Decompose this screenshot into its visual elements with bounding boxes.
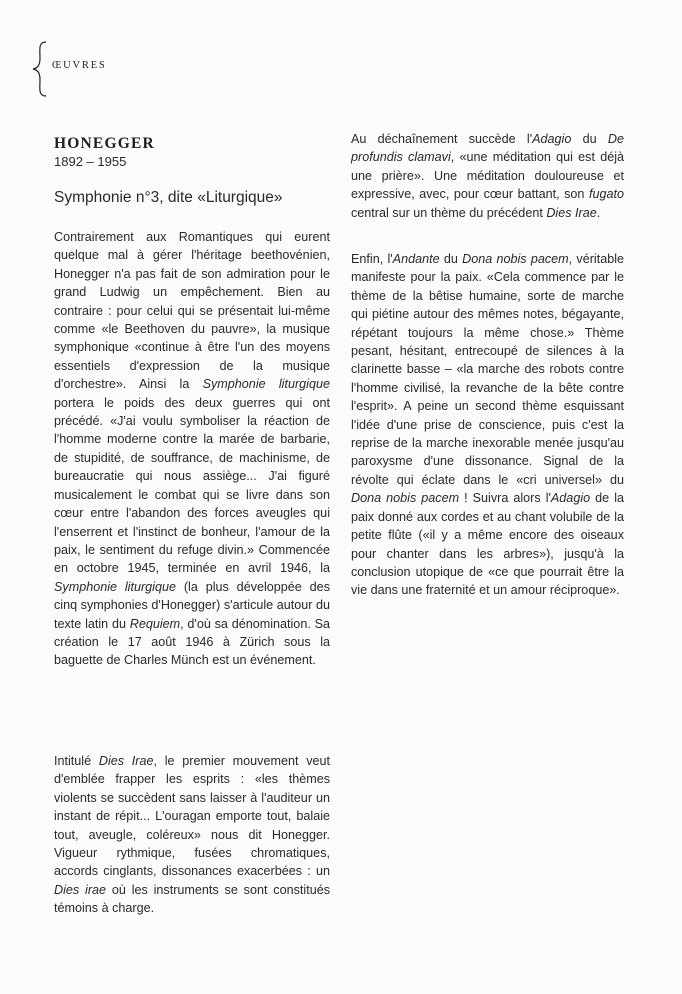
- italic-text: Dies Irae: [546, 205, 597, 220]
- text-segment: de la paix donné aux cordes et au chant volubile de la petite flûte («il y a même encore des oiseaux pour chanter dans les arbres»), jusqu'à la conclusion utopique de «ce que pourrait être la vie dans une fraternité et un amour réciproque».: [351, 491, 624, 598]
- composer-dates: 1892 – 1955: [54, 154, 127, 169]
- italic-text: fugato: [588, 187, 624, 202]
- text-segment: , d'où sa dénomination. Sa création le 17 août 1946 à Zürich sous la baguette de Charles Münch est un événement.: [54, 616, 330, 668]
- section-label: ŒUVRES: [52, 60, 107, 71]
- italic-text: Dies irae: [54, 882, 107, 897]
- text-segment: portera le poids des deux guerres qui ont précédé. «J'ai voulu symboliser la réaction de l'homme moderne contre la marée de barbarie, de stupidité, de souffrance, de machinisme, de bureaucratie qui nous assiège... J'ai figuré musicalement le combat qui se livre dans son cœur entre l'abandon des forces aveugles qui l'enserrent et l'instinct de bonheur, l'amour de la paix, le sentiment du refuge divin.» Commencée en octobre 1945, terminée en avril 1946, la: [54, 395, 330, 576]
- paragraph-4: [351, 250, 624, 600]
- text-segment: du: [571, 132, 608, 146]
- text-segment: Enfin, l': [351, 252, 393, 266]
- italic-text: Requiem: [129, 616, 181, 631]
- italic-text: Dies Irae: [98, 754, 154, 768]
- italic-text: Adagio: [532, 132, 572, 146]
- text-segment: du: [439, 252, 463, 266]
- italic-text: Adagio: [550, 491, 591, 506]
- italic-text: Symphonie liturgique: [54, 579, 176, 594]
- paragraph-3: [351, 130, 624, 222]
- text-segment: Contrairement aux Romantiques qui eurent quelque mal à gérer l'héritage beethovénien, Honegger n'a pas fait de son admiration pour le grand Ludwig un empêchement. Bien au contraire : pour celui qui se présentait lui-même comme «le Beethoven du pauvre», la musique symphonique «continue à être l'un des moyens essentiels d'expression de la musique d'orchestre». Ainsi la: [54, 230, 330, 392]
- composer-name: HONEGGER: [54, 135, 155, 152]
- italic-text: Andante: [392, 252, 440, 266]
- text-segment: ! Suivra alors l': [459, 491, 551, 506]
- section-header: [30, 40, 230, 98]
- text-segment: , véritable manifeste pour la paix. «Cela commence par le thème de la bêtise humaine, sorte de marche qui piétine autour des mêmes notes, bégayante, répétant toujours la même chose.» Thème pesant, hésitant, entrecoupé de silences à la clarinette basse – «la marche des robots contre l'homme civilisé, la revanche de la bête contre l'esprit». A peine un second thème esquissant l'idée d'une prise de conscience, puis c'est la reprise de la marche inexorable menée jusqu'au paroxysme d'une dissonance. Signal de la révolte qui éclate dans le «cri universel» du: [351, 252, 625, 487]
- paragraph-2: [54, 752, 330, 918]
- text-segment: , «une méditation qui est déjà une prière». Une méditation douloureuse et expressive, avec, pour cœur battant, son: [351, 150, 625, 202]
- curly-brace-icon: [30, 40, 50, 98]
- text-segment: .: [596, 205, 601, 220]
- text-segment: , le premier mouvement veut d'emblée frapper les esprits : «les thèmes violents se succèdent sans laisser à l'auditeur un instant de répit... L'ouragan emporte tout, balaie tout, aveugle, coléreux» nous dit Honegger. Vigueur rythmique, fusées chromatiques, accords cinglants, dissonances exacerbées : un: [54, 754, 330, 879]
- italic-text: Dona nobis pacem: [462, 252, 569, 266]
- italic-text: Symphonie liturgique: [202, 377, 330, 392]
- text-segment: (la plus développée des cinq symphonies d'Honegger) s'articule autour du texte latin du: [54, 579, 330, 631]
- text-segment: Intitulé: [54, 754, 99, 768]
- italic-text: Dona nobis pacem: [351, 491, 460, 506]
- text-segment: central sur un thème du précédent: [351, 205, 547, 220]
- work-title: Symphonie n°3, dite «Liturgique»: [54, 189, 283, 206]
- text-segment: Au déchaînement succède l': [351, 132, 533, 146]
- paragraph-1: [54, 228, 330, 670]
- italic-text: De profundis clamavi: [351, 132, 624, 165]
- text-segment: où les instruments se sont constitués témoins à charge.: [54, 882, 330, 916]
